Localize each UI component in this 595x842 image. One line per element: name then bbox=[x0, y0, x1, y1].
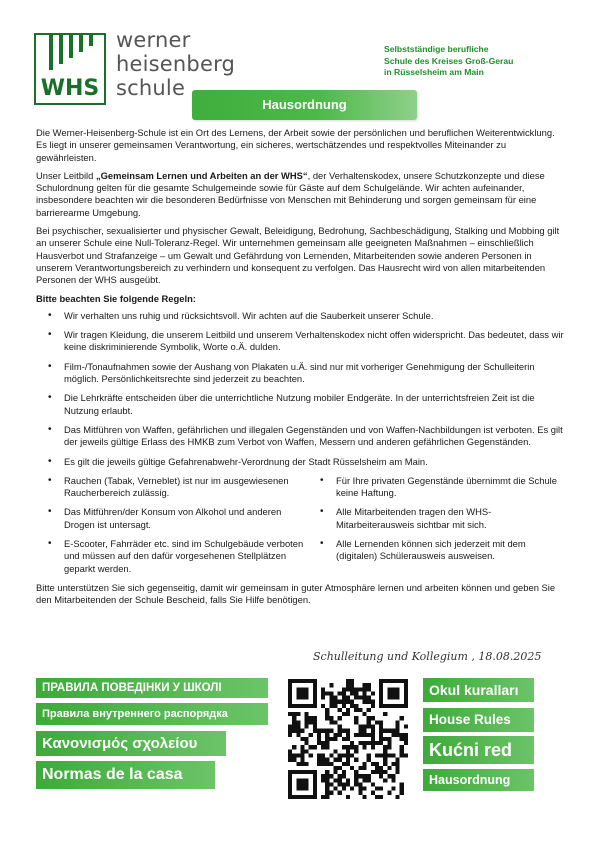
translation-ukrainian: ПРАВИЛА ПОВЕДІНКИ У ШКОЛІ bbox=[36, 678, 268, 698]
logo-monogram: WHS bbox=[40, 76, 100, 101]
translation-turkish: Okul kuralları bbox=[423, 678, 534, 702]
rule-item: • E-Scooter, Fahrräder etc. sind im Schulgebäude verboten und müssen auf den dafür vorgesehenen Stellplätzen geparkt werden. bbox=[36, 538, 308, 575]
rule-item: • Alle Mitarbeitenden tragen den WHS-Mitarbeiterausweis sichtbar mit sich. bbox=[308, 506, 564, 531]
rules-heading: Bitte beachten Sie folgende Regeln: bbox=[36, 292, 196, 304]
closing-paragraph: Bitte unterstützen Sie sich gegenseitig, damit wir gemeinsam in guter Atmosphäre lernen und arbeiten können und geben Sie den Mitarbeitenden der Schule Bescheid, falls Sie Hilfe benötigen. bbox=[36, 581, 556, 606]
translation-croatian: Kućni red bbox=[423, 736, 534, 764]
rule-item: • Es gilt die jeweils gültige Gefahrenabwehr-Verordnung der Stadt Rüsselsheim am Main. bbox=[36, 456, 564, 468]
rule-item: • Für Ihre privaten Gegenstände übernimmt die Schule keine Haftung. bbox=[308, 475, 564, 500]
rules-list bbox=[36, 310, 564, 468]
intro-paragraph: Die Werner-Heisenberg-Schule ist ein Ort des Lernens, der Arbeit sowie der persönlichen und beruflichen Weiterentwicklung. Es liegt in unserer gemeinsamen Verantwortung, ein sicheres, wertschätzendes und respektvolles Miteinander zu gewährleisten. bbox=[36, 127, 555, 163]
rule-item: • Rauchen (Tabak, Verneblet) ist nur im ausgewiesenen Raucherbereich zulässig. bbox=[36, 475, 308, 500]
rule-item: • Das Mitführen von Waffen, gefährlichen und illegalen Gegenständen und von Waffen-Nachbildungen ist verboten. Es gilt der jeweils gültige Erlass des HMKB zum Verbot von Waffen, Messern und anderen gefährlichen Gegenständen. bbox=[36, 424, 564, 449]
translation-english: House Rules bbox=[423, 708, 534, 732]
rules-list-right bbox=[308, 475, 564, 582]
signature: Schulleitung und Kollegium , 18.08.2025 bbox=[313, 650, 542, 663]
whs-logo-icon bbox=[34, 33, 106, 105]
rule-item: • Die Lehrkräfte entscheiden über die unterrichtliche Nutzung mobiler Endgeräte. In der unterrichtsfreien Zeit ist die Nutzung erlaubt. bbox=[36, 392, 564, 417]
logo-line-schule: schule bbox=[116, 76, 186, 100]
main-content bbox=[36, 127, 564, 613]
translation-portuguese: Normas de la casa bbox=[36, 761, 215, 789]
translation-greek: Κανονισμός σχολείου bbox=[36, 731, 226, 756]
qr-code-icon[interactable] bbox=[288, 679, 408, 799]
page-title: Hausordnung bbox=[192, 90, 417, 120]
rule-item: • Alle Lernenden können sich jederzeit mit dem (digitalen) Schülerausweis ausweisen. bbox=[308, 538, 564, 563]
zero-tolerance-paragraph: Bei psychischer, sexualisierter und physischer Gewalt, Beleidigung, Bedrohung, Sachbeschädigung, Stalking und Mobbing gilt an unserer Schule eine Null-Toleranz-Regel. Wir unternehmen gemeinsam alle geeigneten Maßnahmen – einschließlich Hausverbot und Strafanzeige – um Gewalt und Gefährdung von Lernenden, Mitarbeitenden sowie anderen Personen in unserem Verantwortungsbereich zu verhindern und konsequent zu verfolgen. Das Hausrecht wird von allen mitarbeitenden Personen der WHS ausgeübt. bbox=[36, 225, 560, 286]
school-info-line: Schule des Kreises Groß-Gerau bbox=[384, 55, 514, 66]
rule-item: • Wir tragen Kleidung, die unserem Leitbild und unserem Verhaltenskodex nicht offen widerspricht. Das bedeutet, dass wir keine diskriminierende Symbolik, Worte o.Ä. dulden. bbox=[36, 329, 564, 354]
mission-statement: „Gemeinsam Lernen und Arbeiten an der WHS“ bbox=[95, 169, 308, 181]
logo-line-heisenberg: heisenberg bbox=[116, 52, 236, 76]
translation-german: Hausordnung bbox=[423, 769, 534, 791]
mission-text-start: Unser Leitbild bbox=[36, 169, 96, 181]
rules-two-column bbox=[36, 475, 564, 582]
school-info-line: in Rüsselsheim am Main bbox=[384, 67, 484, 77]
rules-list-left bbox=[36, 475, 308, 582]
mission-text-end: , der Verhaltenskodex, unsere Schutzkonzepte und diese Schulordnung gelten für die gesamte Schulgemeinde sowie für Gäste auf dem Schulgelände. Wir achten aufeinander, insbesondere beachten wir die besonderen Bedürfnisse von Menschen mit Behinderung und sorgen gemeinsam für eine barrierearme Umgebung. bbox=[36, 169, 545, 218]
logo-line-werner: werner bbox=[116, 28, 191, 52]
mission-paragraph bbox=[36, 170, 564, 219]
translation-russian: Правила внутреннего распорядка bbox=[36, 703, 268, 725]
rule-item: • Wir verhalten uns ruhig und rücksichtsvoll. Wir achten auf die Sauberkeit unserer Schule. bbox=[36, 310, 564, 322]
school-info-line: Selbstständige berufliche bbox=[384, 44, 489, 54]
school-info bbox=[384, 44, 584, 79]
rule-item: • Das Mitführen/der Konsum von Alkohol und anderen Drogen ist untersagt. bbox=[36, 506, 308, 531]
rule-item: • Film-/Tonaufnahmen sowie der Aushang von Plakaten u.Ä. sind nur mit vorheriger Genehmigung der Schulleiterin möglich. Persönlichkeitsrechte sind jederzeit zu beachten. bbox=[36, 361, 564, 386]
